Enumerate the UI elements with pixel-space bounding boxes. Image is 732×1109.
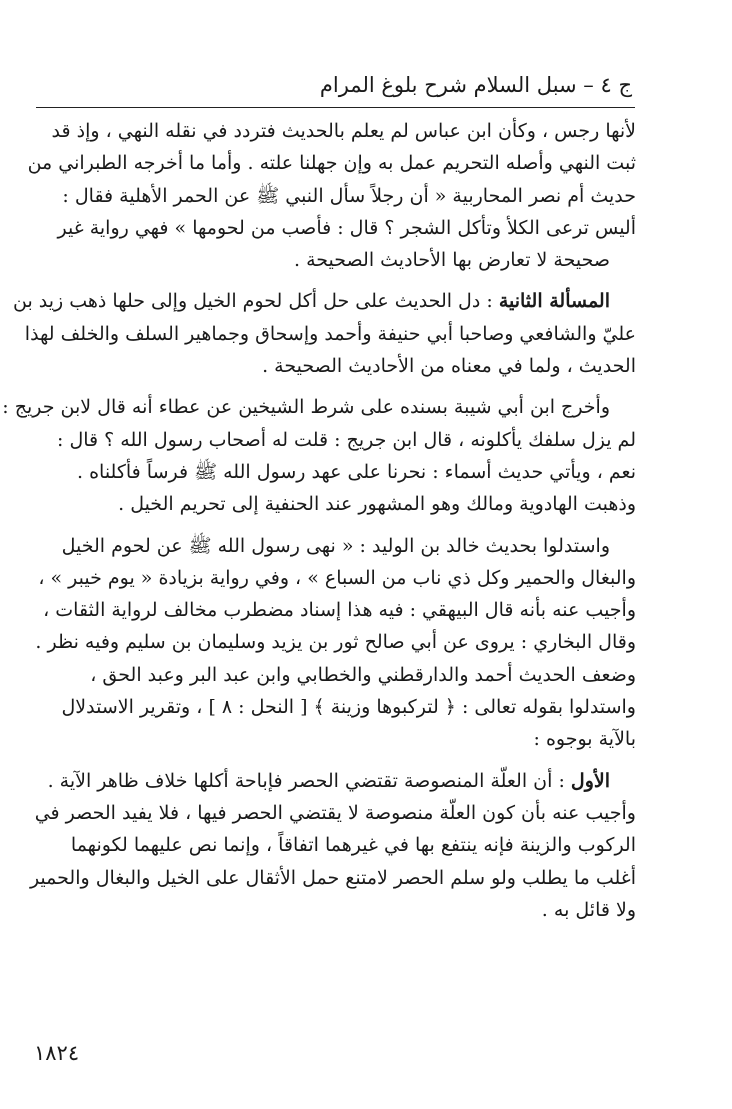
text-line: والبغال والحمير وكل ذي ناب من السباع » ، وفي رواية بزيادة « يوم خيبر » ، [38,566,636,589]
page-body [2,115,636,935]
text-line: الركوب والزينة فإنه ينتفع بها في غيرهما اتفاقاً ، وإنما نص عليهما لكونهما [70,834,636,857]
text-line: وأجيب عنه بأنه قال البيهقي : فيه هذا إسناد مضطرب مخالف لرواية الثقات ، [43,599,636,622]
text-line: لأنها رجس ، وكأن ابن عباس لم يعلم بالحديث فتردد في نقله النهي ، وإذ قد [51,120,636,142]
paragraph-2 [12,285,636,382]
text-run: : دل الحديث على حل أكل لحوم الخيل وإلى حلها ذهب زيد بن [12,290,493,313]
text-line: نعم ، ويأتي حديث أسماء : نحرنا على عهد رسول الله ﷺ فرساً فأكلناه . [77,460,636,483]
text-line: عليّ والشافعي وصاحبا أبي حنيفة وأحمد وإسحاق وجماهير السلف والخلف لهذا [24,322,636,345]
text-line: واستدلوا بحديث خالد بن الوليد : « نهى رسول الله ﷺ عن لحوم الخيل [61,534,610,557]
text-line: وضعف الحديث أحمد والدارقطني والخطابي وابن عبد البر وعبد الحق ، [90,663,636,686]
text-line: وأخرج ابن أبي شيبة بسنده على شرط الشيخين عن عطاء أنه قال لابن جريج : [2,396,610,419]
section-term: المسألة الثانية [498,290,610,313]
text-line: أليس ترعى الكلأ وتأكل الشجر ؟ قال : فأصب من لحومها » فهي رواية غير [57,216,636,239]
text-line: الحديث ، ولما في معناه من الأحاديث الصحيحة . [262,355,636,378]
text-line: وقال البخاري : يروى عن أبي صالح ثور بن يزيد وسليمان بن سليم وفيه نظر . [35,631,636,654]
section-term: الأول [570,769,610,792]
text-line: صحيحة لا تعارض بها الأحاديث الصحيحة . [294,249,610,272]
running-header: ج ٤ – سبل السلام شرح بلوغ المرام [319,73,632,97]
text-line: وأجيب عنه بأن كون العلّة منصوصة لا يقتضي الحصر فيها ، فلا يفيد الحصر في [34,801,636,824]
text-line [12,285,636,317]
header-rule [36,107,635,108]
text-line: ولا قائل به . [541,898,636,921]
page-number: ١٨٢٤ [34,1041,80,1065]
text-line [34,765,636,797]
text-line: وذهبت الهادوية ومالك وهو المشهور عند الحنفية إلى تحريم الخيل . [118,493,636,516]
text-run: : أن العلّة المنصوصة تقتضي الحصر فإباحة أكلها خلاف ظاهر الآية . [47,769,565,792]
text-line: لم يزل سلفك يأكلونه ، قال ابن جريج : قلت له أصحاب رسول الله ؟ قال : [57,428,636,451]
paragraph-5 [29,765,636,926]
paragraph-3 [2,391,636,520]
paragraph-1 [27,115,636,276]
paragraph-4 [34,530,636,756]
text-line: ثبت النهي وأصله التحريم عمل به وإن جهلنا علته . وأما ما أخرجه الطبراني من [27,152,636,175]
text-line: أغلب ما يطلب ولو سلم الحصر لامتنع حمل الأثقال على الخيل والبغال والحمير [29,866,636,889]
text-line: حديث أم نصر المحاربية « أن رجلاً سأل النبي ﷺ عن الحمر الأهلية فقال : [62,184,636,207]
text-line: بالآية بوجوه : [533,728,636,751]
text-line: واستدلوا بقوله تعالى : ﴿ لتركبوها وزينة ﴾ [ النحل : ٨ ] ، وتقرير الاستدلال [61,696,636,719]
